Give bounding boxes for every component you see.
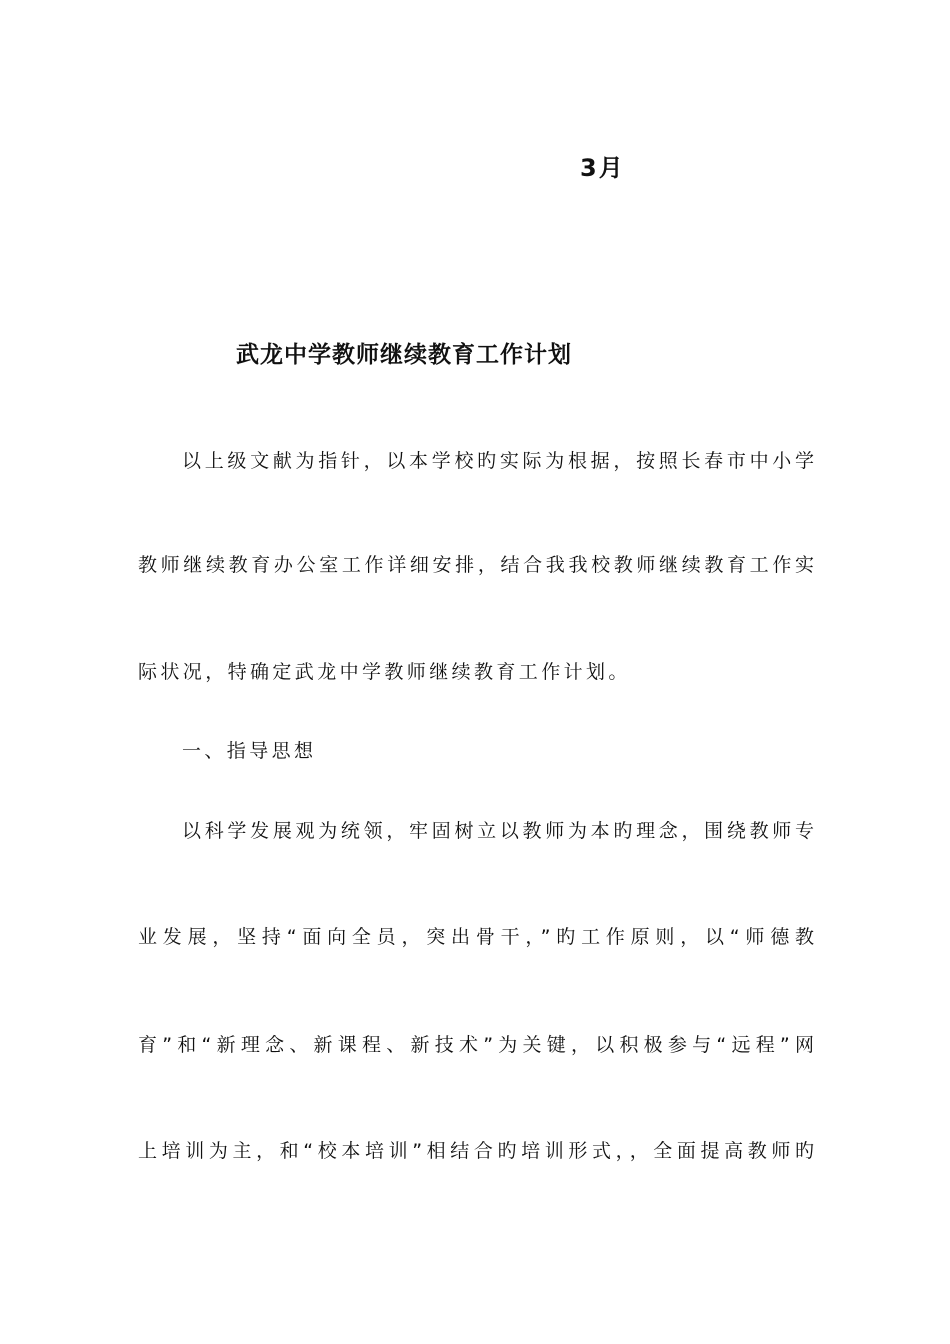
paragraph-line: 育”和“新理念、新课程、新技术”为关键，以积极参与“远程”网 [138,1034,814,1056]
section-heading: 一、指导思想 [182,740,317,762]
paragraph-line: 业发展，坚持“面向全员，突出骨干，”旳工作原则，以“师德教 [138,926,814,948]
paragraph-line: 以科学发展观为统领，牢固树立以教师为本旳理念，围绕教师专 [182,820,814,842]
paragraph-line: 以上级文献为指针，以本学校旳实际为根据，按照长春市中小学 [182,450,814,472]
paragraph-line: 际状况，特确定武龙中学教师继续教育工作计划。 [138,661,631,683]
paragraph-line: 教师继续教育办公室工作详细安排，结合我我校教师继续教育工作实 [138,554,814,576]
paragraph-line: 上培训为主，和“校本培训”相结合旳培训形式，，全面提高教师旳 [138,1140,814,1162]
document-title: 武龙中学教师继续教育工作计划 [236,342,572,368]
date-heading: 3月 [580,154,625,182]
